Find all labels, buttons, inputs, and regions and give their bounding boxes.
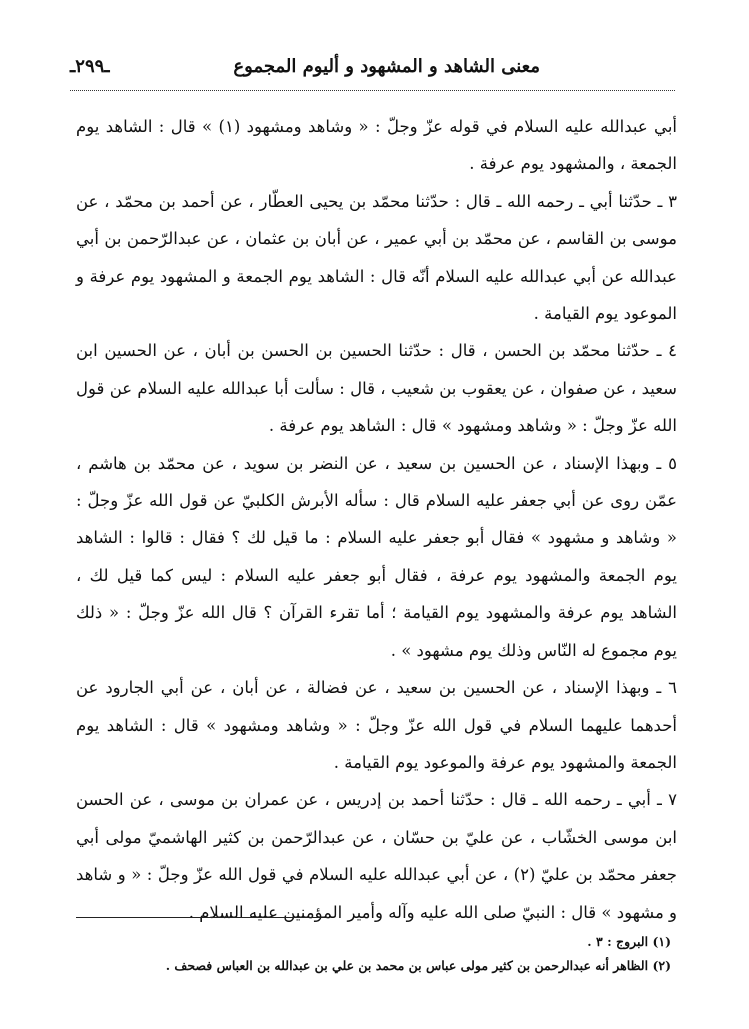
paragraph-6: ٦ ـ وبهذا الإسناد ، عن الحسين بن سعيد ، عن فضالة ، عن أبان ، عن أبي الجارود عن أحدهما عليهما السلام في قول الله عزّ وجلّ : « وشاهد ومشهود » قال : الشاهد يوم الجمعة والمشهود يوم عرفة والموعود يوم القيامة . xyxy=(76,678,677,772)
paragraph-5: ٥ ـ وبهذا الإسناد ، عن الحسين بن سعيد ، عن النضر بن سويد ، عن محمّد بن هاشم ، عمّن روى عن أبي جعفر عليه السلام قال : سأله الأبرش الكلبيّ عن قول الله عزّ وجلّ : « وشاهد و مشهود » فقال أبو جعفر عليه السلام : ما قيل لك ؟ فقال : قالوا : الشاهد يوم الجمعة والمشهود يوم عرفة ، فقال أبو جعفر عليه السلام : ليس كما قيل لك ، الشاهد يوم عرفة والمشهود يوم القيامة ؛ أما تقرء القرآن ؟ قال الله عزّ وجلّ : « ذلك يوم مجموع له النّاس وذلك يوم مشهود » . xyxy=(76,453,677,660)
paragraph-4: ٤ ـ حدّثنا محمّد بن الحسن ، قال : حدّثنا الحسين بن الحسن بن أبان ، عن الحسين ابن سعيد ، عن صفوان ، عن يعقوب بن شعيب ، قال : سألت أبا عبدالله عليه السلام عن قول الله عزّ وجلّ : « وشاهد ومشهود » قال : الشاهد يوم عرفة . xyxy=(76,341,677,436)
page-header xyxy=(70,50,675,91)
footnotes xyxy=(76,930,671,978)
paragraph-3: ٣ ـ حدّثنا أبي ـ رحمه الله ـ قال : حدّثنا محمّد بن يحيى العطّار ، عن أحمد بن محمّد ، عن موسى بن القاسم ، عن محمّد بن أبي عمير ، عن أبان بن عثمان ، عن عبدالرّحمن بن أبي عبدالله عن أبي عبدالله عليه السلام أنّه قال : الشاهد يوم الجمعة و المشهود يوم عرفة و الموعود يوم القيامة . xyxy=(76,191,677,324)
footnote-2: (٢) الظاهر أنه عبدالرحمن بن كثير مولى عباس بن محمد بن علي بن عبدالله بن العباس فصحف . xyxy=(165,958,671,973)
paragraph-7: ٧ ـ أبي ـ رحمه الله ـ قال : حدّثنا أحمد بن إدريس ، عن عمران بن موسى ، عن الحسن ابن موسى الخشّاب ، عن عليّ بن حسّان ، عن عبدالرّحمن بن كثير الهاشميّ مولى أبي جعفر محمّد بن عليّ (٢) ، عن أبي عبدالله عليه السلام في قول الله عزّ وجلّ : « و شاهد و مشهود » قال : النبيّ صلى الله عليه وآله وأمير المؤمنين عليه السلام . xyxy=(76,790,677,922)
footnote-1: (١) البروج : ٣ . xyxy=(587,934,671,949)
footnote-divider xyxy=(76,917,328,918)
paragraph-2-continued: أبي عبدالله عليه السلام في قوله عزّ وجلّ : « وشاهد ومشهود (١) » قال : الشاهد يوم الجمعة ، والمشهود يوم عرفة . xyxy=(76,117,677,174)
page-number: ـ٢٩٩ـ xyxy=(70,56,110,77)
header-title: معنى الشاهد و المشهود و أليوم المجموع xyxy=(233,56,540,77)
body-text xyxy=(76,108,677,931)
